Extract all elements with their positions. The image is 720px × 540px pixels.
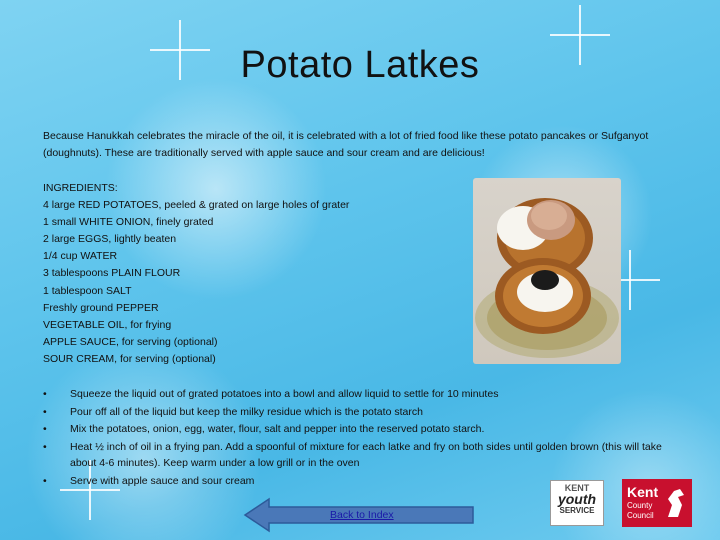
method-step: • Mix the potatoes, onion, egg, water, flour, salt and pepper into the reserved potato starch. [43, 421, 683, 438]
ingredient-item: Freshly ground PEPPER [43, 301, 159, 314]
ingredient-item: 4 large RED POTATOES, peeled & grated on large holes of grater [43, 199, 350, 212]
method-step: • Pour off all of the liquid but keep the milky residue which is the potato starch [43, 404, 683, 421]
logo-text: Kent [627, 484, 659, 500]
ingredients-list [43, 180, 373, 368]
ingredient-item: APPLE SAUCE, for serving (optional) [43, 335, 218, 348]
method-step: • Squeeze the liquid out of grated potatoes into a bowl and allow liquid to settle for 10 minutes [43, 386, 683, 403]
method-step: • Serve with apple sauce and sour cream [43, 473, 683, 490]
logo-text: KENT [564, 483, 590, 493]
kent-county-council-logo [622, 479, 692, 527]
latkes-photo [473, 178, 621, 364]
ingredient-item: 1/4 cup WATER [43, 250, 118, 263]
ingredient-item: VEGETABLE OIL, for frying [43, 318, 172, 331]
logo-text: youth [557, 491, 597, 507]
ingredient-item: 1 small WHITE ONION, finely grated [43, 216, 214, 229]
logo-text: County [627, 501, 653, 510]
method-steps [43, 386, 683, 490]
intro-paragraph: Because Hanukkah celebrates the miracle of the oil, it is celebrated with a lot of fried food like these potato pancakes or Sufganyot (doughnuts). These are traditionally served with apple sauce and sour cream and are delicious! [43, 130, 649, 159]
kent-youth-service-logo [550, 480, 604, 526]
ingredient-item: 2 large EGGS, lightly beaten [43, 233, 177, 246]
ingredients-heading: INGREDIENTS: [43, 182, 118, 194]
method-step: • Heat ½ inch of oil in a frying pan. Add a spoonful of mixture for each latke and fry on both sides until golden brown (this will take about 4-6 minutes). Keep warm under a low grill or in the oven [43, 439, 683, 472]
slide-title: Potato Latkes [240, 44, 480, 86]
ingredient-item: SOUR CREAM, for serving (optional) [43, 352, 216, 365]
ingredient-item: 3 tablespoons PLAIN FLOUR [43, 267, 181, 280]
ingredient-item: 1 tablespoon SALT [43, 284, 132, 297]
back-to-index-link[interactable]: Back to Index [330, 509, 394, 521]
latkes-photo-graphic [473, 178, 621, 364]
logo-text: Council [627, 511, 654, 520]
horse-icon [664, 487, 688, 519]
logo-text: SERVICE [559, 506, 595, 515]
